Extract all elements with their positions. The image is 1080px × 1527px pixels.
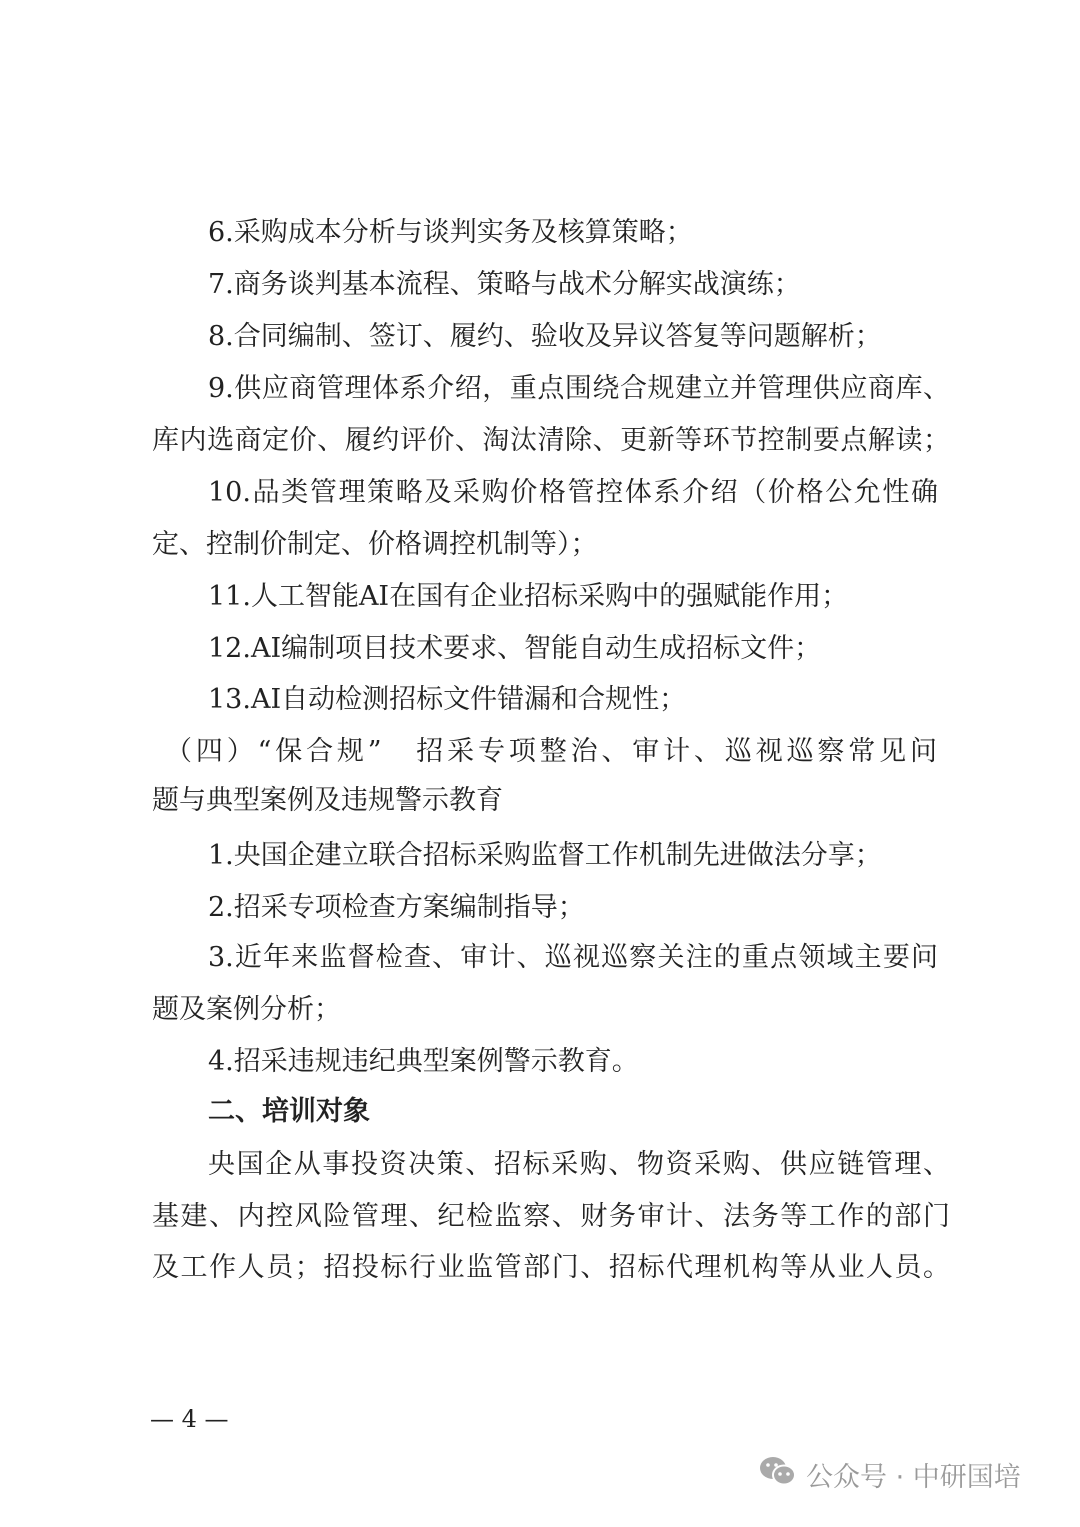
list-item-continued: 库内选商定价、履约评价、淘汰清除、更新等环节控制要点解读； [152,425,950,456]
watermark [758,1455,1021,1494]
list-item: 8.合同编制、签订、履约、验收及异议答复等问题解析； [208,321,882,352]
list-item: 4.招采违规违纪典型案例警示教育。 [208,1046,639,1077]
watermark-text: 公众号 · 中研国培 [806,1462,1021,1493]
section-heading-continued: 题与典型案例及违规警示教育 [152,785,503,816]
wechat-icon [758,1455,798,1494]
list-item: 11.人工智能AI在国有企业招标采购中的强赋能作用； [208,581,849,612]
section-heading: （四）“保合规” 招采专项整治、审计、巡视巡察常见问 [165,736,937,767]
list-item: 13.AI自动检测招标文件错漏和合规性； [208,684,687,715]
list-item: 6.采购成本分析与谈判实务及核算策略； [208,217,693,248]
list-item: 3.近年来监督检查、审计、巡视巡察关注的重点领域主要问 [208,942,938,973]
list-item: 9.供应商管理体系介绍，重点围绕合规建立并管理供应商库、 [208,373,950,404]
page-number: — 4 — [150,1405,229,1433]
list-item: 1.央国企建立联合招标采购监督工作机制先进做法分享； [208,840,882,871]
section-title: 二、培训对象 [208,1096,370,1127]
paragraph-continued: 基建、内控风险管理、纪检监察、财务审计、法务等工作的部门 [152,1201,950,1232]
list-item-continued: 定、控制价制定、价格调控机制等）； [152,529,598,560]
paragraph: 央国企从事投资决策、招标采购、物资采购、供应链管理、 [208,1149,950,1180]
paragraph-continued: 及工作人员；招投标行业监管部门、招标代理机构等从业人员。 [152,1252,950,1283]
list-item-continued: 题及案例分析； [152,994,341,1025]
list-item: 7.商务谈判基本流程、策略与战术分解实战演练； [208,269,801,300]
list-item: 12.AI编制项目技术要求、智能自动生成招标文件； [208,633,822,664]
list-item: 2.招采专项检查方案编制指导； [208,892,585,923]
list-item: 10.品类管理策略及采购价格管控体系介绍（价格公允性确 [208,477,938,508]
